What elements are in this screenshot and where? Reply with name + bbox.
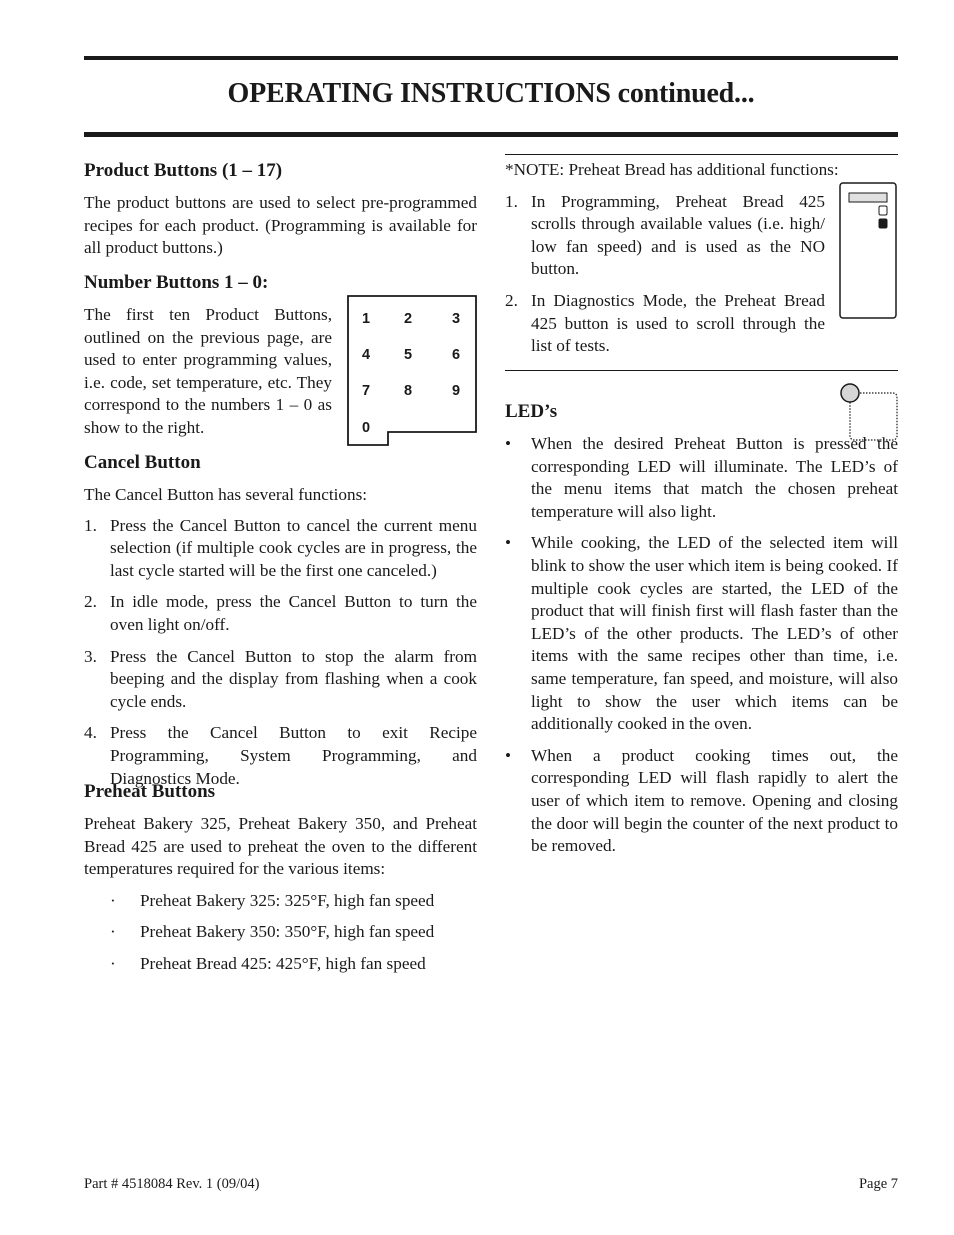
list-text: Preheat Bakery 325: 325°F, high fan speed xyxy=(140,890,435,910)
list-number: 3. xyxy=(84,646,97,666)
footer-part-number: Part # 4518084 Rev. 1 (09/04) xyxy=(84,1176,260,1192)
preheat-buttons-body: Preheat Bakery 325, Preheat Bakery 350, and Preheat Bread 425 are used to preheat the oven to the different temperatures required for the various items: xyxy=(84,814,477,879)
section-preheat-buttons xyxy=(84,779,477,976)
leds-heading: LED’s xyxy=(505,401,558,422)
list-item xyxy=(505,532,898,735)
section-cancel-button xyxy=(84,450,477,790)
list-text: In Programming, Preheat Bread 425 scrolls through available values (i.e. high/ low fan speed) and is used as the NO button. xyxy=(531,191,825,279)
preheat-list xyxy=(84,890,477,976)
key-8: 8 xyxy=(404,383,413,399)
list-number: 4. xyxy=(84,723,97,743)
section-number-buttons xyxy=(84,270,332,440)
key-4: 4 xyxy=(362,347,371,363)
list-text: In idle mode, press the Cancel Button to turn the oven light on/off. xyxy=(110,592,477,634)
key-6: 6 xyxy=(452,347,461,363)
list-number: 1. xyxy=(84,515,97,535)
list-item xyxy=(84,591,477,636)
list-text: When the desired Preheat Button is pressed the corresponding LED will illuminate. The LED’s of the menu items that match the chosen preheat temperature will also light. xyxy=(531,434,898,521)
top-rule xyxy=(84,56,898,60)
list-number: 2. xyxy=(84,592,97,612)
list-text: While cooking, the LED of the selected item will blink to show the user which item is being cooked. If multiple cook cycles are started, the LED of the product that will finish first will flash faster than the LED’s of the other products. The LED’s of other items with the same recipes other than time, i.e. same temperature, fan speed, and moisture, will also light to show the user which items can be additionally cooked in the oven. xyxy=(531,533,898,734)
list-text: Preheat Bakery 350: 350°F, high fan speed xyxy=(140,922,435,942)
list-text: In Diagnostics Mode, the Preheat Bread 425 button is used to scroll through the list of tests. xyxy=(531,290,825,356)
product-buttons-body: The product buttons are used to select pre-programmed recipes for each product. (Programming is available for all product buttons.) xyxy=(84,193,477,258)
key-5: 5 xyxy=(404,347,413,363)
bullet: • xyxy=(505,745,512,765)
list-item xyxy=(84,515,477,583)
number-keypad-diagram xyxy=(347,295,477,446)
key-3: 3 xyxy=(452,311,461,327)
note-top-rule xyxy=(505,154,898,155)
key-0: 0 xyxy=(362,420,371,436)
key-2: 2 xyxy=(404,311,413,327)
list-item xyxy=(505,745,898,858)
list-item xyxy=(84,646,477,714)
note-list xyxy=(505,191,825,358)
list-item xyxy=(505,191,825,281)
note-bottom-rule xyxy=(505,370,898,371)
key-1: 1 xyxy=(362,311,371,327)
cancel-button-list xyxy=(84,515,477,791)
page-title: OPERATING INSTRUCTIONS continued... xyxy=(227,78,755,109)
bullet: • xyxy=(505,533,512,553)
number-buttons-body: The first ten Product Buttons, outlined on the previous page, are used to enter programming values, i.e. code, set temperature, etc. They correspond to the numbers 1 – 0 as show to the right. xyxy=(84,305,332,437)
list-text: When a product cooking times out, the corresponding LED will flash rapidly to alert the user of which item to remove. Opening and closing the door will begin the counter of the next product to be removed. xyxy=(531,745,898,856)
list-item xyxy=(84,921,477,944)
bullet: • xyxy=(505,434,512,453)
preheat-buttons-heading: Preheat Buttons xyxy=(84,781,216,802)
section-product-buttons xyxy=(84,158,477,260)
bullet: · xyxy=(110,953,116,973)
footer-page-number: Page 7 xyxy=(858,1176,898,1192)
list-number: 2. xyxy=(505,290,518,310)
list-number: 1. xyxy=(505,191,518,211)
key-7: 7 xyxy=(362,383,371,399)
list-item xyxy=(505,433,898,523)
list-text: Press the Cancel Button to cancel the current menu selection (if multiple cook cycles are in progress, the last cycle started will be the first one canceled.) xyxy=(110,515,477,580)
key-9: 9 xyxy=(452,383,461,399)
title-rule xyxy=(84,132,898,137)
bullet: · xyxy=(110,922,116,942)
bullet: · xyxy=(110,890,116,910)
list-item xyxy=(84,953,477,976)
number-buttons-heading: Number Buttons 1 – 0: xyxy=(84,272,269,293)
section-leds xyxy=(505,399,898,858)
section-note xyxy=(505,159,839,358)
note-intro: *NOTE: Preheat Bread has additional functions: xyxy=(505,160,839,179)
list-text: Press the Cancel Button to stop the alarm from beeping and the display from flashing when a cook cycle ends. xyxy=(110,646,477,711)
list-item xyxy=(505,290,825,358)
list-text: Press the Cancel Button to exit Recipe Programming, System Programming, and Diagnostics Mode. xyxy=(110,723,477,788)
product-buttons-heading: Product Buttons (1 – 17) xyxy=(84,160,283,181)
cancel-button-heading: Cancel Button xyxy=(84,452,201,473)
cancel-button-intro: The Cancel Button has several functions: xyxy=(84,485,368,504)
list-item xyxy=(84,890,477,913)
list-text: Preheat Bread 425: 425°F, high fan speed xyxy=(140,953,426,973)
control-panel-diagram xyxy=(839,182,897,319)
